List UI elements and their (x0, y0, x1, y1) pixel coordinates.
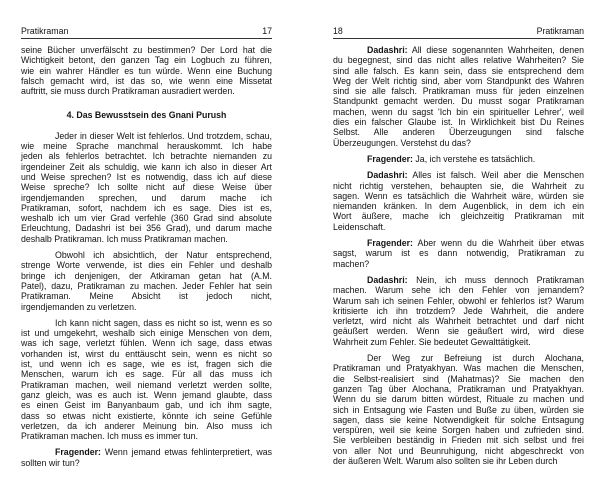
text-line: Pratikraman, sofort, nachdem ich es sage. Dies ist es, (21, 202, 272, 213)
text-line: deshalb Pratikraman. Ich muss Pratikraman machen. (21, 233, 228, 244)
text-line: seine Bücher unverfälscht zu bestimmen? Der Lord hat die (21, 45, 272, 55)
text-line: Weg der Welt richtig sind, aber vom Standpunkt des Wahren (333, 75, 584, 86)
text-line: Pratikraman machen, weil niemand verletzt werden sollte, (21, 379, 272, 390)
text-line: machen, wenn du sagst 'Ich bin ein spiritueller Lehrer', weil (333, 106, 584, 117)
text-line: ist und umgekehrt, weshalb sich einige Menschen von dem, (21, 328, 272, 339)
text-line: ganzen Tag über Alochana, Pratikraman und Pratyakhyan. (333, 383, 584, 394)
text-line (333, 275, 584, 285)
text-line: Standpunkt gemacht werden. Du musst sogar Pratikraman (333, 96, 584, 107)
text-line: und Weise sprechen? Ist es notwendig, dass ich auf diese (21, 171, 272, 182)
line-text: Ja, ich verstehe es tatsächlich. (415, 153, 536, 164)
text-line: dass so etwas nicht existierte, könnte ich seine Gefühle (21, 410, 272, 421)
text-line: Selbst. Alle anderen Überzeugungen sind falsche (333, 127, 584, 138)
text-line: wie ein wahrer Händler es tun würde. Wenn eine Buchung (21, 65, 272, 76)
text-line: weshalb ich um vier Grad verfehle (360 Grad sind absolute (21, 213, 272, 224)
dialogue-paragraph (333, 170, 584, 232)
text-line: irgendeiner Zeit als schuldig, wie kann ich also in dieser Art (21, 161, 272, 172)
text-line: du begegnest, sind das nicht alles relative Wahrheiten? Sie (333, 55, 584, 66)
running-head (333, 26, 584, 39)
dialogue-paragraph (333, 154, 584, 164)
text-line: Wenn du sie darum bitten würdest, Rituale zu machen und (333, 394, 584, 405)
text-line: Pratikraman und Pratyakhyan. Was machen die Menschen, (333, 363, 584, 374)
text-line: verletzen, da ich anderer Meinung bin. Also muss ich (21, 420, 272, 431)
text-line (333, 170, 584, 180)
text-line: sind sie alle falsch. Pratikraman muss für jeden einzelnen (333, 86, 584, 97)
text-line: Weise spreche? Ich sollte nicht auf diese Weise über (21, 182, 272, 193)
text-line: Jeder in dieser Welt ist fehlerlos. Und trotzdem, schau, (55, 130, 272, 141)
text-line: sollten wir tun? (21, 457, 80, 468)
section-heading: 4. Das Bewusstsein des Gnani Purush (66, 110, 227, 121)
text-line: Überzeugungen. Verstehst du das? (333, 137, 471, 148)
text-line: falsch gemacht wird, ist das so, wie wenn eine Missetat (21, 75, 272, 86)
text-line: Leidenschaft. (333, 221, 386, 232)
text-line: Sie verbleiben beständig in Frieden mit sich selbst und frei (333, 435, 584, 446)
line-text: Nein, ich muss dennoch Pratikraman (416, 274, 585, 285)
text-line: sagen. Wenn es tatsächlich die Wahrheit wäre, würden sie (333, 190, 584, 201)
text-line: ist, und wenn ich es sage, wie es ist, fragen sich die (21, 359, 272, 370)
line-text: Aber wenn du die Wahrheit über etwas (417, 238, 584, 249)
text-line: Pratikraman. Meine Absicht ist jedoch nicht, (21, 291, 272, 302)
page-body (21, 45, 272, 468)
line-text: Alles ist falsch. Weil aber die Menschen (412, 170, 584, 181)
page-number: 18 (333, 26, 343, 36)
text-line: Erleuchtung, Dadashri ist bei 356 Grad), und darum mache (21, 223, 272, 234)
left-page (21, 26, 272, 468)
paragraph (21, 250, 272, 312)
text-line: von aller Not und Beunruhigung, nicht abgeschreckt von (333, 445, 584, 456)
speaker-label: Dadashri: (367, 45, 408, 55)
paragraph (21, 318, 272, 442)
speaker-label: Fragender: (367, 153, 413, 164)
text-line: sind alle falsch. Es kann sein, dass sie entsprechend dem (333, 65, 584, 76)
text-line: Wichtigkeit betont, den ganzen Tag ein Logbuch zu führen, (21, 55, 272, 66)
page-number: 17 (262, 26, 272, 36)
text-line: Wort äußere, mache ich gleichzeitig Pratikraman mit (333, 211, 584, 222)
text-line: es einen Geist im Banyanbaum gab, und ich ihm sagte, (21, 400, 272, 411)
text-line: vorhanden ist, wirst du enttäuscht sein, wenn es nicht so (21, 348, 272, 359)
text-line (21, 447, 272, 457)
running-head (21, 26, 272, 39)
text-line: sagen, dass sie keine Notwendigkeit für solche Entsagung (333, 414, 584, 425)
text-line: Pratikraman machen. Ich muss es immer tun. (21, 431, 198, 442)
speaker-label: Fragender: (55, 447, 101, 458)
text-line: Ich kann nicht sagen, dass es nicht so ist, wenn es so (55, 317, 272, 328)
text-line: dies ein falscher Glaube ist. In Wirklichkeit bist Du Reines (333, 117, 584, 128)
text-line: auftritt, sie muss durch Pratikraman ausradiert werden. (21, 86, 235, 97)
text-line: machen? (333, 258, 370, 269)
text-line: verletzt, wird nicht als Wahrheit betrachtet und darf nicht (333, 316, 584, 327)
text-line: Patel), dazu, Pratikraman zu machen. Jeder Fehler hat sein (21, 280, 272, 291)
dialogue-paragraph (333, 275, 584, 347)
text-line: was ich sage, verletzt fühlen. Wenn ich sage, dass etwas (21, 338, 272, 349)
paragraph (21, 131, 272, 244)
text-line: der äußeren Welt. Warum also sollten sie ihr Leben durch (333, 455, 558, 466)
text-line: strenge Worte verwende, ist dies ein Fehler und deshalb (21, 260, 272, 271)
text-line: Warum sah ich seinen Fehler, obwohl er fehlerlos ist? Warum (333, 295, 584, 306)
text-line: die Selbst-realisiert sind (Mahatmas)? Sie machen den (333, 373, 584, 384)
text-line: kritisierte ich ihn trotzdem? Jede Wahrheit, die andere (333, 305, 584, 316)
text-line: irgendjemanden zu verletzen. (21, 301, 137, 312)
text-line: nicht richtig verstehen, behaupten sie, die Wahrheit zu (333, 180, 584, 191)
continued-paragraph (21, 45, 272, 96)
text-line: wie meine Sprache manchmal herauskommt. Ich habe (21, 141, 272, 152)
text-line (333, 45, 584, 55)
text-line: irgendjemanden sprechen, und darum mache ich (21, 192, 272, 203)
text-line: Obwohl ich absichtlich, der Natur entsprechend, (55, 250, 272, 261)
dialogue-paragraph (333, 45, 584, 148)
text-line: machen. Warum sehe ich den Fehler von jemandem? (333, 285, 584, 296)
speaker-label: Dadashri: (367, 274, 408, 285)
text-line: jeden als fehlerlos betrachtet. Ich betrachte niemanden zu (21, 151, 272, 162)
text-line: geäußert werden. Wenn sie geäußert wird, wird diese (333, 326, 584, 337)
page-body (333, 45, 584, 466)
text-line: sagst, warum ist es dann notwendig, Pratikraman zu (333, 248, 584, 259)
text-line: Wahrheit zum Fehler. Sie bedeutet Gewalttätigkeit. (333, 336, 531, 347)
text-line (333, 154, 584, 164)
text-line (333, 238, 584, 248)
text-line: ganz gleich, was es auch ist. Wenn jemand glaubte, dass (21, 389, 272, 400)
running-title: Pratikraman (21, 26, 69, 36)
line-text: Wenn jemand etwas fehlinterpretiert, was (104, 447, 272, 458)
speaker-label: Dadashri: (367, 170, 408, 181)
running-title: Pratikraman (536, 26, 584, 36)
text-line: Menschen, warum ich es sage. Für all das muss ich (21, 369, 272, 380)
speaker-label: Fragender: (367, 238, 413, 249)
line-text: All diese sogenannten Wahrheiten, denen (411, 45, 584, 55)
dialogue-paragraph (21, 447, 272, 468)
dialogue-paragraph (333, 238, 584, 269)
right-page (333, 26, 584, 466)
text-line: bringe ich denjenigen, der Atkiraman getan hat (A.M. (21, 270, 272, 281)
text-line: verspüren, weil sie keine Sorgen haben und zufrieden sind. (333, 425, 584, 436)
text-line: Der Weg zur Befreiung ist durch Alochana, (367, 353, 584, 364)
text-line: sich in Entsagung wie Fasten und Buße zu üben, würden sie (333, 404, 584, 415)
paragraph (333, 353, 584, 466)
text-line: niemanden kränken. In dem Augenblick, in dem ich ein (333, 201, 584, 212)
